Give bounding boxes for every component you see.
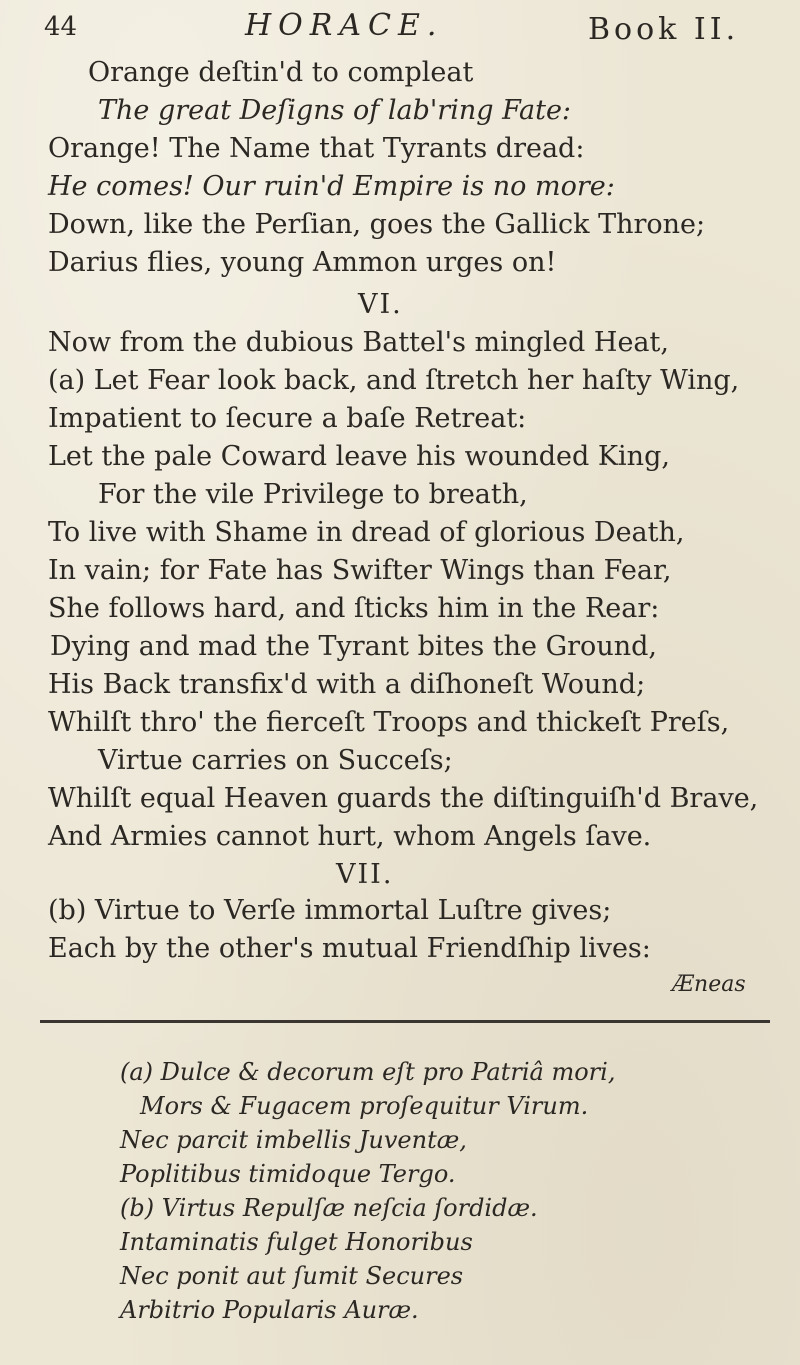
verse-line: Each by the other's mutual Friendſhip lives: bbox=[48, 933, 651, 964]
footnote-line: Intaminatis fulget Honoribus bbox=[120, 1228, 473, 1256]
running-title: HORACE. bbox=[245, 8, 444, 43]
verse-line: His Back transfix'd with a diſhoneſt Wound; bbox=[48, 669, 646, 700]
verse-line: Let the pale Coward leave his wounded King, bbox=[48, 441, 670, 472]
verse-line: Virtue carries on Succeſs; bbox=[98, 745, 453, 776]
verse-line: And Armies cannot hurt, whom Angels ſave. bbox=[48, 821, 652, 852]
verse-line: Impatient to ſecure a baſe Retreat: bbox=[48, 403, 527, 434]
verse-line: Down, like the Perſian, goes the Gallick Throne; bbox=[48, 209, 706, 240]
running-header bbox=[40, 8, 780, 48]
footnote-line: (a) Dulce & decorum eſt pro Patriâ mori, bbox=[120, 1058, 616, 1086]
verse-line: Darius flies, young Ammon urges on! bbox=[48, 247, 557, 278]
book-label: Book II. bbox=[588, 12, 740, 47]
verse-line: Orange! The Name that Tyrants dread: bbox=[48, 133, 585, 164]
verse-line: Now from the dubious Battel's mingled Heat, bbox=[48, 327, 669, 358]
verse-line: (b) Virtue to Verſe immortal Luſtre gives; bbox=[48, 895, 612, 926]
verse-line: In vain; for Fate has Swifter Wings than Fear, bbox=[48, 555, 672, 586]
footnote-line: Nec ponit aut ſumit Secures bbox=[120, 1262, 464, 1290]
footnote-line: Mors & Fugacem proſequitur Virum. bbox=[140, 1092, 589, 1120]
verse-line: Dying and mad the Tyrant bites the Ground, bbox=[50, 631, 657, 662]
page-number: 44 bbox=[44, 12, 78, 42]
verse-line: The great Deſigns of lab'ring Fate: bbox=[98, 95, 572, 126]
verse-line: For the vile Privilege to breath, bbox=[98, 479, 528, 510]
footnote-line: Nec parcit imbellis Juventæ, bbox=[120, 1126, 467, 1154]
verse-line: He comes! Our ruin'd Empire is no more: bbox=[48, 171, 615, 202]
verse-line: To live with Shame in dread of glorious Death, bbox=[48, 517, 685, 548]
footnote-line: Poplitibus timidoque Tergo. bbox=[120, 1160, 456, 1188]
section-number-vi: VI. bbox=[358, 289, 403, 320]
verse-line: (a) Let Fear look back, and ſtretch her haſty Wing, bbox=[48, 365, 740, 396]
footnote-rule bbox=[40, 1020, 770, 1023]
verse-line: Orange deſtin'd to compleat bbox=[88, 57, 474, 88]
verse-line: She follows hard, and ſticks him in the Rear: bbox=[48, 593, 660, 624]
footnote-line: (b) Virtus Repulſæ neſcia ſordidæ. bbox=[120, 1194, 538, 1222]
verse-line: Whilſt thro' the fierceſt Troops and thickeſt Preſs, bbox=[48, 707, 730, 738]
section-number-vii: VII. bbox=[336, 859, 394, 890]
footnote-line: Arbitrio Popularis Auræ. bbox=[120, 1296, 419, 1324]
catchword: Æneas bbox=[672, 972, 746, 997]
verse-line: Whilſt equal Heaven guards the diſtinguiſh'd Brave, bbox=[48, 783, 759, 814]
